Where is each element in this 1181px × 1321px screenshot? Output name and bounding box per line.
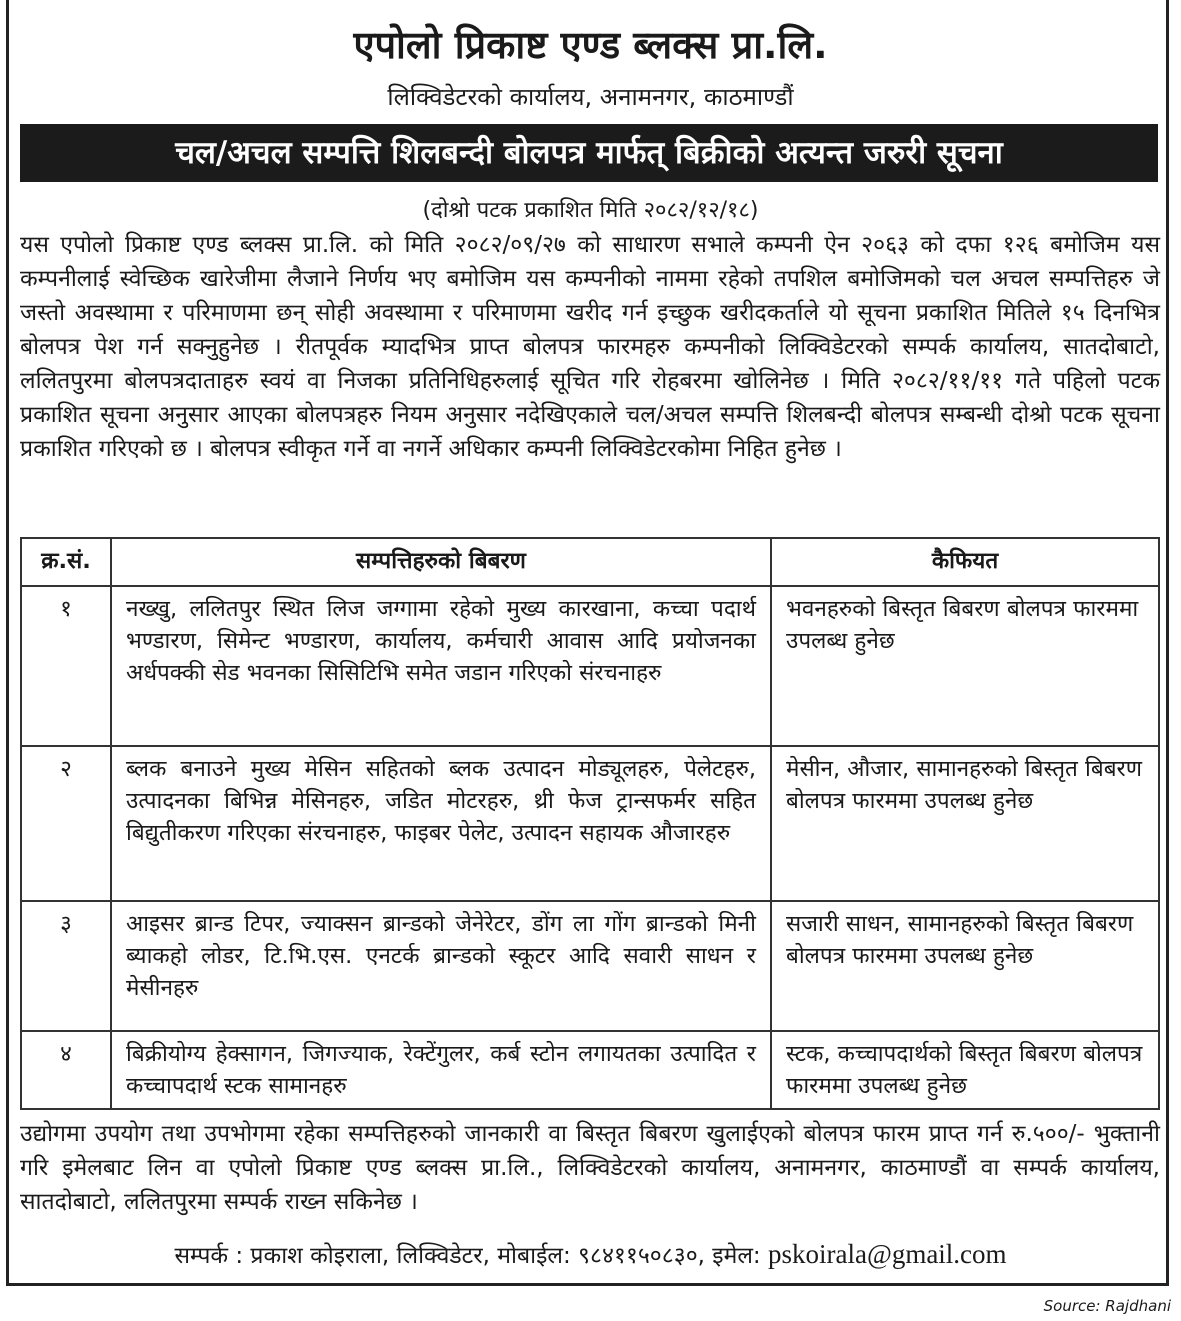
footer-paragraph: उद्योगमा उपयोग तथा उपभोगमा रहेका सम्पत्तिहरुको जानकारी वा बिस्तृत बिबरण खुलाईएको बोलपत्र फारम प्राप्त गर्न रु.५००/- भुक्तानी गरि इमेलबाट लिन वा एपोलो प्रिकाष्ट एण्ड ब्लक्स प्रा.लि., लिक्विडेटरको कार्यालय, अनामनगर, काठमाण्डौं वा सम्पर्क कार्यालय, सातदोबाटो, ललितपुरमा सम्पर्क राख्न सकिनेछ । — [20, 1121, 1160, 1215]
row-description: बिक्रीयोग्य हेक्सागन, जिगज्याक, रेक्टेंगुलर, कर्ब स्टोन लगायतका उत्पादित र कच्चापदार्थ स्टक सामानहरु — [111, 1031, 771, 1109]
table-row — [21, 746, 1159, 901]
row-sn: २ — [21, 746, 111, 901]
row-sn: ३ — [21, 901, 111, 1031]
row-description: ब्लक बनाउने मुख्य मेसिन सहितको ब्लक उत्पादन मोड्यूलहरु, पेलेटहरु, उत्पादनका बिभिन्न मेसिनहरु, जडित मोटरहरु, थ्री फेज ट्रान्सफर्मर सहित बिद्युतीकरण गरिएका संरचनाहरु, फाइबर पेलेट, उत्पादन सहायक औजारहरु — [111, 746, 771, 901]
header-remarks: कैफियत — [771, 538, 1159, 586]
row-remarks: सजारी साधन, सामानहरुको बिस्तृत बिबरण बोलपत्र फारममा उपलब्ध हुनेछ — [771, 901, 1159, 1031]
row-description: नख्खु, ललितपुर स्थित लिज जग्गामा रहेको मुख्य कारखाना, कच्चा पदार्थ भण्डारण, सिमेन्ट भण्डारण, कार्यालय, कर्मचारी आवास आदि प्रयोजनका अर्धपक्की सेड भवनका सिसिटिभि समेत जडान गरिएको संरचनाहरु — [111, 586, 771, 746]
contact-email: pskoirala@gmail.com — [767, 1239, 1007, 1269]
row-sn: १ — [21, 586, 111, 746]
office-address: लिक्विडेटरको कार्यालय, अनामनगर, काठमाण्डौं — [387, 83, 794, 111]
contact-line — [0, 1238, 1181, 1270]
publication-date: (दोश्रो पटक प्रकाशित मिति २०८२/१२/१८) — [422, 198, 759, 223]
intro-paragraph: यस एपोलो प्रिकाष्ट एण्ड ब्लक्स प्रा.लि. को मिति २०८२/०९/२७ को साधारण सभाले कम्पनी ऐन २०६३ को दफा १२६ बमोजिम यस कम्पनीलाई स्वेच्छिक खारेजीमा लैजाने निर्णय भए बमोजिम यस कम्पनीको नाममा रहेको तपशिल बमोजिमको चल अचल सम्पत्तिहरु जे जस्तो अवस्थामा र परिमाणमा छन् सोही अवस्थामा र परिमाणमा खरीद गर्न इच्छुक खरीदकर्ताले यो सूचना प्रकाशित मितिले १५ दिनभित्र बोलपत्र पेश गर्न सक्नुहुनेछ । रीतपूर्वक म्यादभित्र प्राप्त बोलपत्र फारमहरु कम्पनीको लिक्विडेटरको सम्पर्क कार्यालय, सातदोबाटो, ललितपुरमा बोलपत्रदाताहरु स्वयं वा निजका प्रतिनिधिहरुलाई सूचित गरि रोहबरमा खोलिनेछ । मिति २०८२/११/११ गते पहिलो पटक प्रकाशित सूचना अनुसार आएका बोलपत्रहरु नियम अनुसार नदेखिएकाले चल/अचल सम्पत्ति शिलबन्दी बोलपत्र सम्बन्धी दोश्रो पटक सूचना प्रकाशित गरिएको छ । बोलपत्र स्वीकृत गर्ने वा नगर्ने अधिकार कम्पनी लिक्विडेटरकोमा निहित हुनेछ । — [20, 232, 1160, 462]
table-row — [21, 586, 1159, 746]
row-remarks: स्टक, कच्चापदार्थको बिस्तृत बिबरण बोलपत्र फारममा उपलब्ध हुनेछ — [771, 1031, 1159, 1109]
source-credit: Source: Rajdhani — [1043, 1297, 1171, 1315]
assets-table — [20, 537, 1160, 1110]
row-remarks: भवनहरुको बिस्तृत बिबरण बोलपत्र फारममा उपलब्ध हुनेछ — [771, 586, 1159, 746]
header-sn: क्र.सं. — [21, 538, 111, 586]
row-description: आइसर ब्रान्ड टिपर, ज्याक्सन ब्रान्डको जेनेरेटर, डोंग ला गोंग ब्रान्डको मिनी ब्याकहो लोडर, टि.भि.एस. एनटर्क ब्रान्डको स्कूटर आदि सवारी साधन र मेसीनहरु — [111, 901, 771, 1031]
table-header-row — [21, 538, 1159, 586]
row-sn: ४ — [21, 1031, 111, 1109]
table-row — [21, 901, 1159, 1031]
company-title: एपोलो प्रिकाष्ट एण्ड ब्लक्स प्रा.लि. — [353, 23, 828, 67]
header-description: सम्पत्तिहरुको बिबरण — [111, 538, 771, 586]
contact-text: सम्पर्क : प्रकाश कोइराला, लिक्विडेटर, मोबाईल: ९८४११५०८३०, इमेल: — [174, 1243, 761, 1269]
table-row — [21, 1031, 1159, 1109]
row-remarks: मेसीन, औजार, सामानहरुको बिस्तृत बिबरण बोलपत्र फारममा उपलब्ध हुनेछ — [771, 746, 1159, 901]
notice-banner: चल/अचल सम्पत्ति शिलबन्दी बोलपत्र मार्फत् बिक्रीको अत्यन्त जरुरी सूचना — [20, 124, 1158, 182]
